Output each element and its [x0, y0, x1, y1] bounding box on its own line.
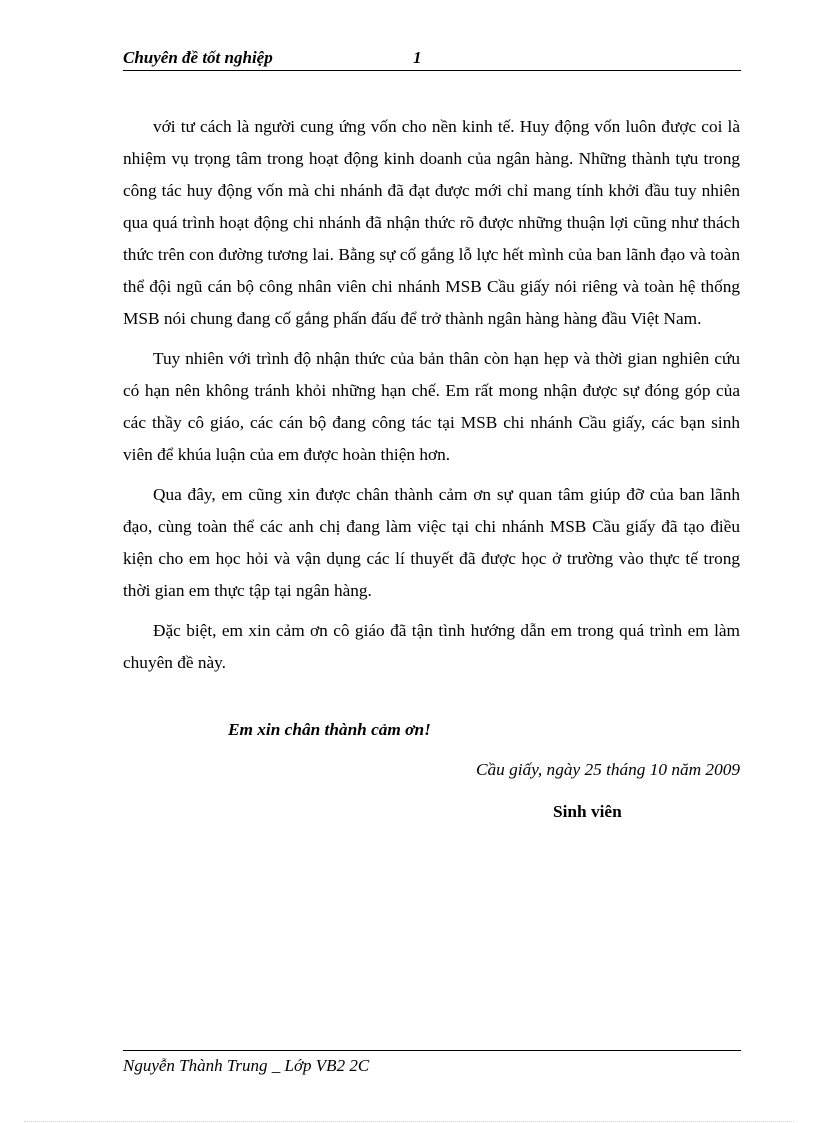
- place-date-line: Cầu giấy, ngày 25 tháng 10 năm 2009: [475, 760, 740, 779]
- page-bottom-edge: [24, 1121, 794, 1122]
- closing-thanks: Em xin chân thành cảm ơn!: [228, 720, 431, 739]
- paragraph-2: Tuy nhiên với trình độ nhận thức của bản thân còn hạn hẹp và thời gian nghiên cứu có hạn nên không tránh khỏi những hạn chế. Em rất mong nhận được sự đóng góp của các thầy cô giáo, các cán bộ đang công tác tại MSB chi nhánh Cầu giấy, các bạn sinh viên để khúa luận của em được hoàn thiện hơn.: [123, 349, 740, 464]
- paragraph-1: với tư cách là người cung ứng vốn cho nền kinh tế. Huy động vốn luôn được coi là nhiệm vụ trọng tâm trong hoạt động kinh doanh của ngân hàng. Những thành tựu trong công tác huy động vốn mà chi nhánh đã đạt được mới chỉ mang tính khởi đầu tuy nhiên qua quá trình hoạt động chi nhánh đã nhận thức rõ được những thuận lợi cũng như thách thức trên con đường tương lai. Bằng sự cố gắng lỗ lực hết mình của ban lãnh đạo và toàn thể đội ngũ cán bộ công nhân viên chi nhánh MSB Cầu giấy nói riêng và toàn hệ thống MSB nói chung đang cố gắng phấn đấu để trở thành ngân hàng hàng đầu Việt Nam.: [123, 117, 740, 328]
- footer-divider: [123, 1050, 741, 1051]
- paragraph-3: Qua đây, em cũng xin được chân thành cảm ơn sự quan tâm giúp đỡ của ban lãnh đạo, cùng toàn thể các anh chị đang làm việc tại chi nhánh MSB Cầu giấy đã tạo điều kiện cho em học hỏi và vận dụng các lí thuyết đã được học ở trường vào thực tế trong thời gian em thực tập tại ngân hàng.: [123, 485, 740, 600]
- paragraph-4: Đặc biệt, em xin cảm ơn cô giáo đã tận tình hướng dẫn em trong quá trình em làm chuyên đề này.: [123, 621, 740, 672]
- signer-label: Sinh viên: [553, 802, 622, 821]
- document-title: Chuyên đề tốt nghiệp: [123, 48, 273, 67]
- page-number: 1: [413, 48, 422, 67]
- document-body: [123, 111, 740, 687]
- footer-author: Nguyễn Thành Trung _ Lớp VB2 2C: [123, 1056, 370, 1075]
- page-header: [123, 48, 741, 71]
